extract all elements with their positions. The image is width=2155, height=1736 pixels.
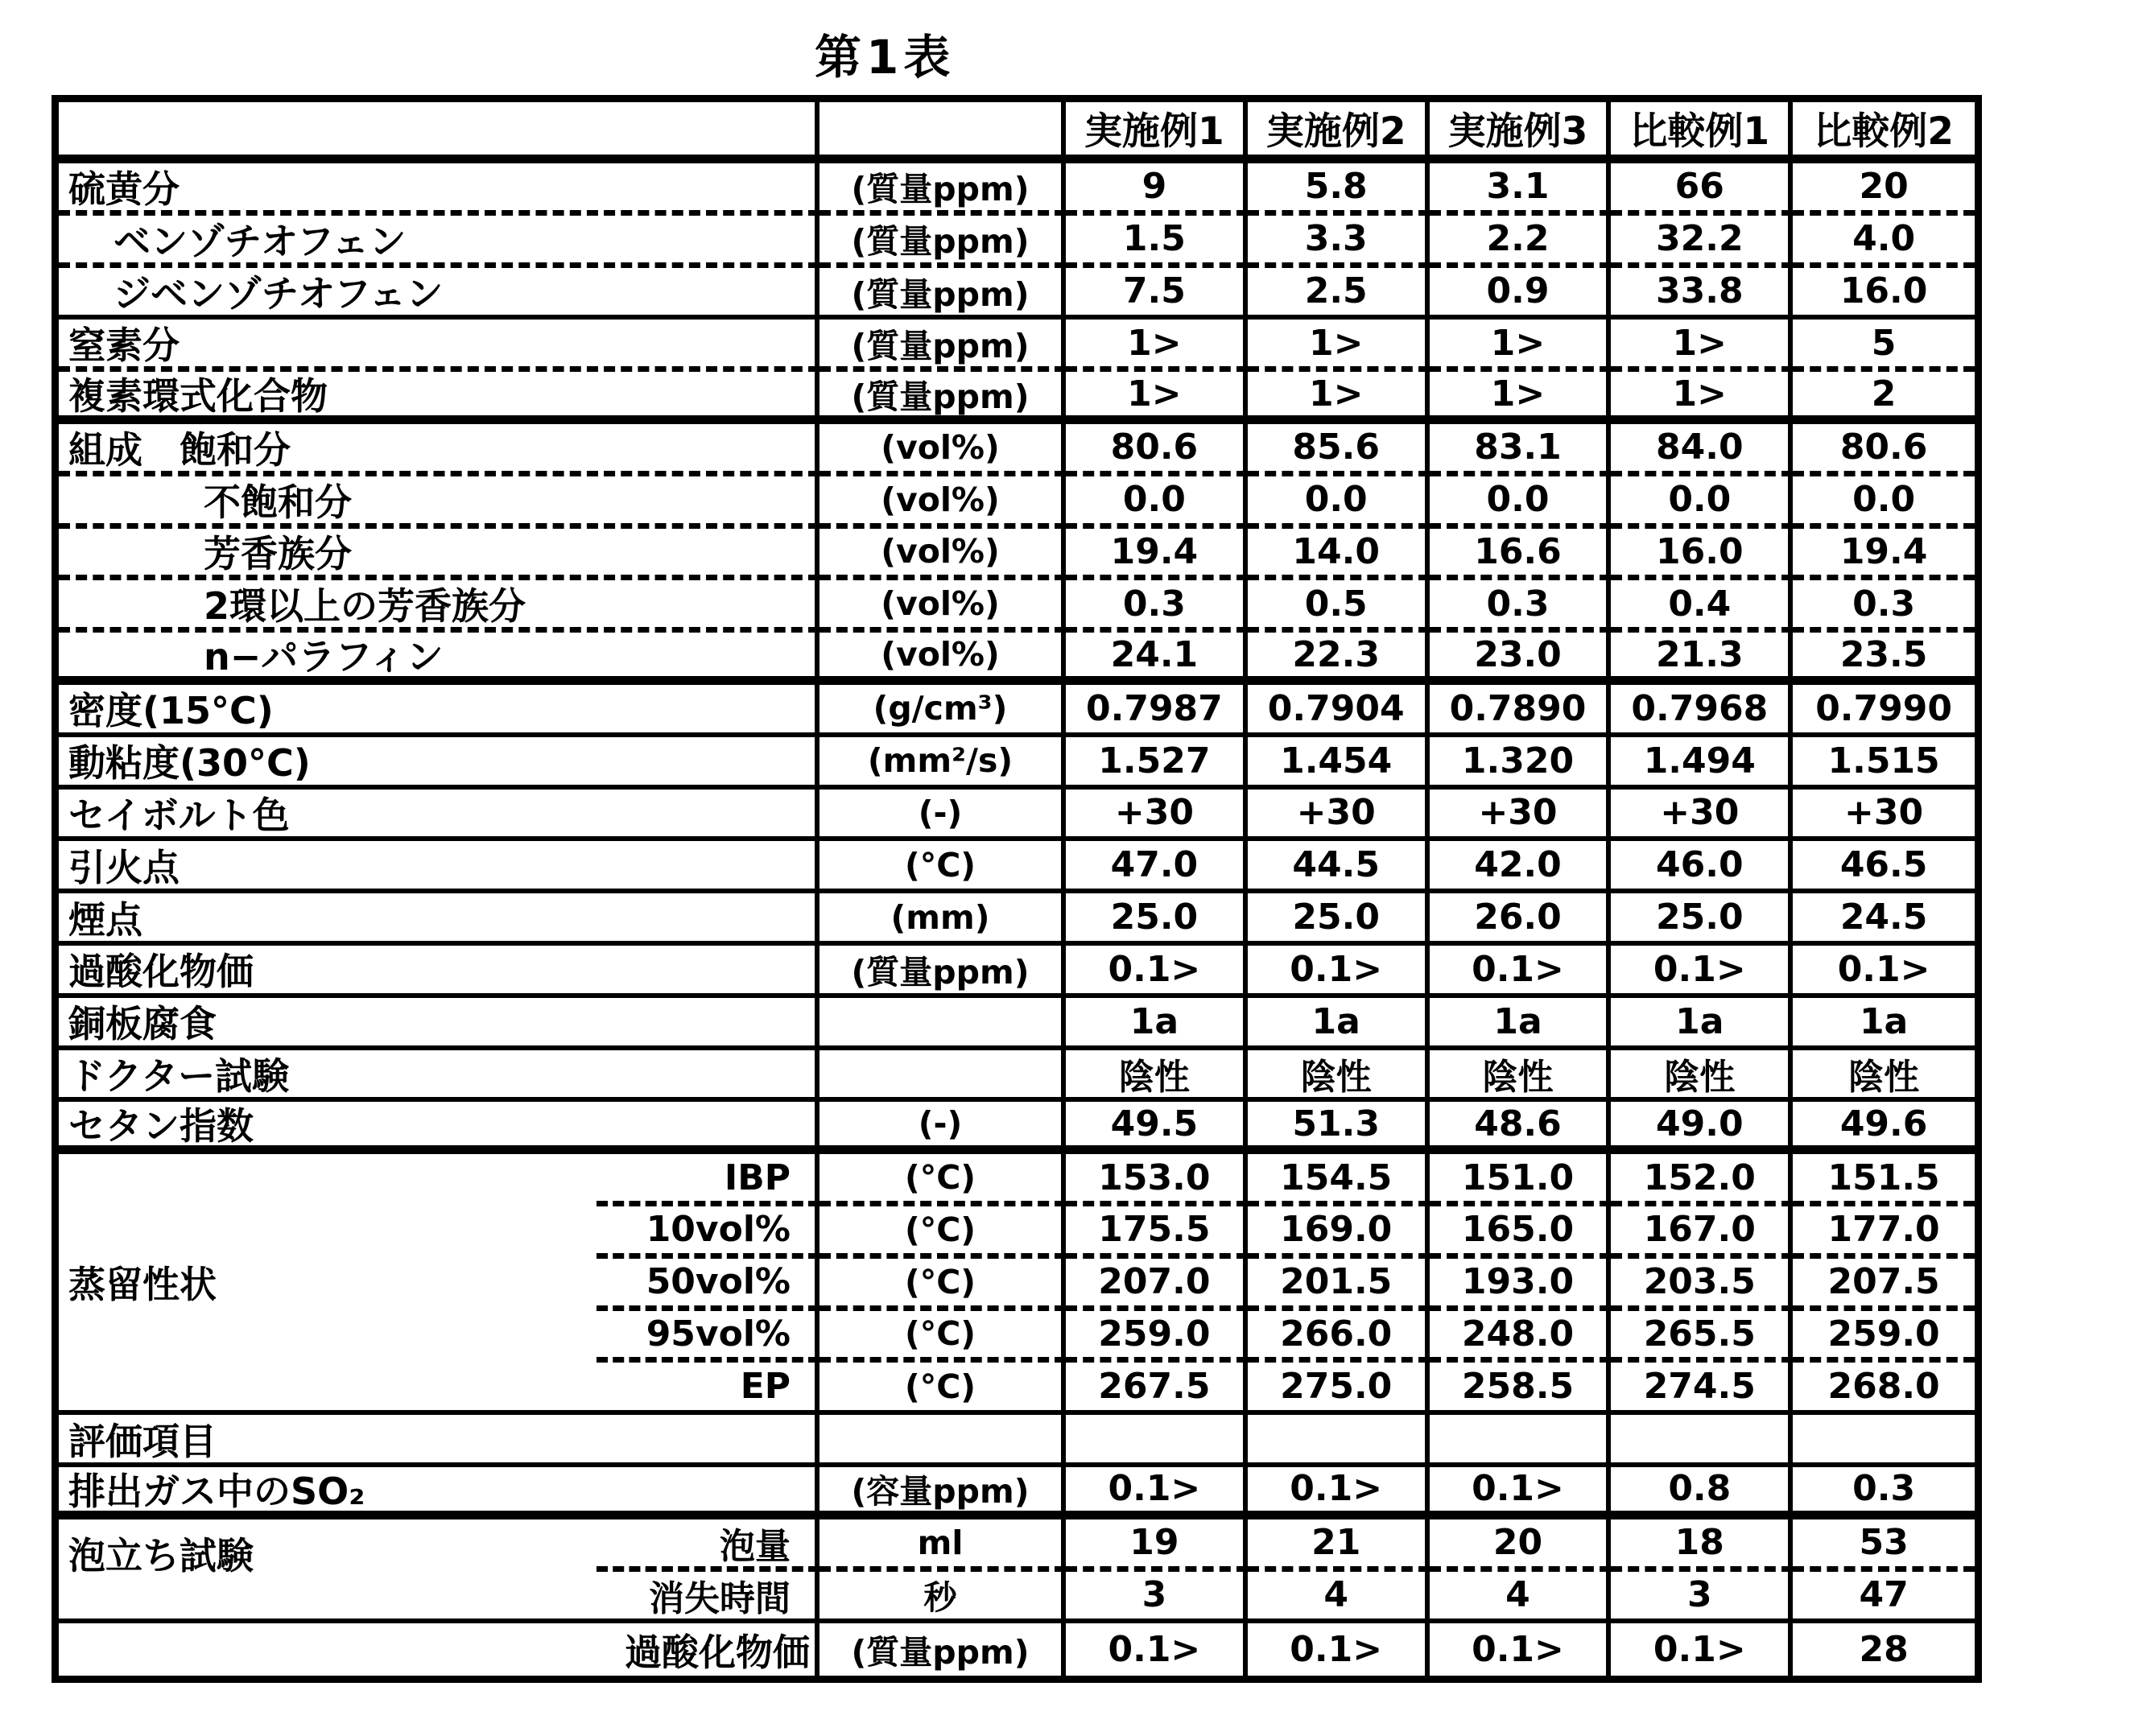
value-cell: 1.454: [1248, 737, 1430, 790]
value-cell: 0.0: [1430, 476, 1612, 529]
unit-cell: (vol%): [819, 633, 1066, 685]
value-cell: +30: [1793, 790, 1975, 842]
value-cell: 16.6: [1430, 529, 1612, 581]
value-cell: 84.0: [1611, 424, 1793, 476]
value-cell: 1a: [1793, 998, 1975, 1050]
value-cell: 0.1>: [1430, 1467, 1612, 1520]
unit-cell: (°C): [819, 1363, 1066, 1415]
row-label: 不飽和分: [59, 476, 819, 529]
value-cell: +30: [1066, 790, 1248, 842]
row-label: ドクター試験: [59, 1050, 819, 1103]
value-cell: 7.5: [1066, 268, 1248, 320]
value-cell: 0.1>: [1611, 946, 1793, 998]
unit-cell: (°C): [819, 1311, 1066, 1363]
column-header: 比較例2: [1793, 102, 1975, 163]
value-cell: 16.0: [1793, 268, 1975, 320]
value-cell: 3.3: [1248, 216, 1430, 268]
value-cell: 20: [1793, 163, 1975, 216]
value-cell: 153.0: [1066, 1154, 1248, 1206]
value-cell: +30: [1430, 790, 1612, 842]
value-cell: 1>: [1066, 320, 1248, 372]
row-label: 動粘度(30°C): [59, 737, 819, 790]
value-cell: 2: [1793, 372, 1975, 424]
value-cell: 47.0: [1066, 841, 1248, 893]
unit-cell: ml: [819, 1520, 1066, 1572]
value-cell: 48.6: [1430, 1102, 1612, 1154]
value-cell: 151.0: [1430, 1154, 1612, 1206]
value-cell: 1>: [1066, 372, 1248, 424]
row-group-label: 泡立ち試験: [59, 1520, 597, 1624]
value-cell: 0.0: [1793, 476, 1975, 529]
row-label: 複素環式化合物: [59, 372, 819, 424]
value-cell: 2.5: [1248, 268, 1430, 320]
value-cell: 1.515: [1793, 737, 1975, 790]
unit-cell: (°C): [819, 841, 1066, 893]
value-cell: 165.0: [1430, 1206, 1612, 1259]
value-cell: 14.0: [1248, 529, 1430, 581]
column-header: 実施例1: [1066, 102, 1248, 163]
value-cell: 47: [1793, 1572, 1975, 1624]
value-cell: 274.5: [1611, 1363, 1793, 1415]
value-cell: +30: [1611, 790, 1793, 842]
value-cell: 9: [1066, 163, 1248, 216]
value-cell: 1a: [1248, 998, 1430, 1050]
value-cell: 49.6: [1793, 1102, 1975, 1154]
value-cell: 24.5: [1793, 893, 1975, 946]
value-cell: 陰性: [1066, 1050, 1248, 1103]
value-cell: 1>: [1611, 320, 1793, 372]
value-cell: 19: [1066, 1520, 1248, 1572]
value-cell: 0.5: [1248, 580, 1430, 633]
value-cell: 0.1>: [1066, 946, 1248, 998]
unit-cell: (質量ppm): [819, 946, 1066, 998]
value-cell: 49.0: [1611, 1102, 1793, 1154]
unit-cell: (g/cm³): [819, 685, 1066, 737]
value-cell: 51.3: [1248, 1102, 1430, 1154]
value-cell: 0.0: [1248, 476, 1430, 529]
value-cell: 203.5: [1611, 1259, 1793, 1311]
value-cell: 0.1>: [1248, 1467, 1430, 1520]
value-cell: 201.5: [1248, 1259, 1430, 1311]
unit-cell: (vol%): [819, 424, 1066, 476]
row-label: 窒素分: [59, 320, 819, 372]
value-cell: 44.5: [1248, 841, 1430, 893]
column-header: 比較例1: [1611, 102, 1793, 163]
row-group-label: 蒸留性状: [59, 1154, 597, 1415]
value-cell: 0.7990: [1793, 685, 1975, 737]
value-cell: 23.0: [1430, 633, 1612, 685]
row-label: ジベンゾチオフェン: [59, 268, 819, 320]
value-cell: 0.1>: [1066, 1467, 1248, 1520]
unit-cell: (°C): [819, 1154, 1066, 1206]
value-cell: [1248, 1415, 1430, 1467]
unit-cell: [819, 998, 1066, 1050]
value-cell: 25.0: [1248, 893, 1430, 946]
row-label: 引火点: [59, 841, 819, 893]
row-label: 銅板腐食: [59, 998, 819, 1050]
value-cell: 0.7968: [1611, 685, 1793, 737]
value-cell: 207.0: [1066, 1259, 1248, 1311]
unit-cell: (質量ppm): [819, 320, 1066, 372]
value-cell: 20: [1430, 1520, 1612, 1572]
value-cell: 0.7904: [1248, 685, 1430, 737]
value-cell: 19.4: [1793, 529, 1975, 581]
value-cell: 23.5: [1793, 633, 1975, 685]
value-cell: 0.8: [1611, 1467, 1793, 1520]
row-label: 過酸化物価: [59, 1623, 819, 1676]
table-title: 第1表: [815, 30, 956, 85]
value-cell: 207.5: [1793, 1259, 1975, 1311]
header-label-spacer: [59, 102, 819, 163]
value-cell: [1430, 1415, 1612, 1467]
value-cell: 0.1>: [1248, 946, 1430, 998]
value-cell: 1>: [1611, 372, 1793, 424]
header-unit-spacer: [819, 102, 1066, 163]
value-cell: 3: [1611, 1572, 1793, 1624]
value-cell: 28: [1859, 1629, 1909, 1671]
value-cell: 18: [1611, 1520, 1793, 1572]
value-cell: 42.0: [1430, 841, 1612, 893]
value-cell: 258.5: [1430, 1363, 1612, 1415]
value-cell: 80.6: [1793, 424, 1975, 476]
row-sublabel: 50vol%: [597, 1259, 819, 1311]
unit-cell: (-): [819, 1102, 1066, 1154]
value-cell: 陰性: [1248, 1050, 1430, 1103]
value-cell: 167.0: [1611, 1206, 1793, 1259]
unit-cell: (質量ppm): [819, 216, 1066, 268]
unit-cell: [819, 1415, 1066, 1467]
value-cell: 0.1>: [1430, 946, 1612, 998]
value-cell: 4: [1248, 1572, 1430, 1624]
unit-cell: (質量ppm): [819, 163, 1066, 216]
value-cell: 26.0: [1430, 893, 1612, 946]
value-cell: 陰性: [1793, 1050, 1975, 1103]
value-cell: 16.0: [1611, 529, 1793, 581]
unit-cell: (-): [819, 790, 1066, 842]
value-cell: 66: [1611, 163, 1793, 216]
value-cell: [1793, 1415, 1975, 1467]
value-cell: 0.3: [1793, 1467, 1975, 1520]
unit-cell: [819, 1050, 1066, 1103]
value-cell: 1a: [1066, 998, 1248, 1050]
value-cell: 154.5: [1248, 1154, 1430, 1206]
row-label: 組成 飽和分: [59, 424, 819, 476]
row-label: ベンゾチオフェン: [59, 216, 819, 268]
value-cell: 0.3: [1793, 580, 1975, 633]
value-cell: 24.1: [1066, 633, 1248, 685]
unit-cell: (容量ppm): [819, 1467, 1066, 1520]
unit-cell: 秒: [819, 1572, 1066, 1624]
unit-cell: (°C): [819, 1259, 1066, 1311]
row-label: 芳香族分: [59, 529, 819, 581]
value-cell: 4.0: [1793, 216, 1975, 268]
row-sublabel: IBP: [597, 1154, 819, 1206]
value-cell: 1.320: [1430, 737, 1612, 790]
value-cell: 0.7987: [1066, 685, 1248, 737]
value-cell: 33.8: [1611, 268, 1793, 320]
value-cell: 陰性: [1430, 1050, 1612, 1103]
value-cell: 193.0: [1430, 1259, 1612, 1311]
value-cell: 177.0: [1793, 1206, 1975, 1259]
value-cell: 83.1: [1430, 424, 1612, 476]
value-cell: 21: [1248, 1520, 1430, 1572]
value-cell: 268.0: [1793, 1363, 1975, 1415]
unit-cell: (°C): [819, 1206, 1066, 1259]
unit-cell: (質量ppm): [819, 268, 1066, 320]
value-cell: 32.2: [1611, 216, 1793, 268]
value-cell: 80.6: [1066, 424, 1248, 476]
row-sublabel: 95vol%: [597, 1311, 819, 1363]
row-label: セタン指数: [59, 1102, 819, 1154]
value-cell: 3: [1066, 1572, 1248, 1624]
value-cell: 1a: [1430, 998, 1612, 1050]
value-cell: 175.5: [1066, 1206, 1248, 1259]
row-label: 排出ガス中のSO₂: [59, 1467, 819, 1520]
row-label: 評価項目: [59, 1415, 819, 1467]
value-cell: 1.494: [1611, 737, 1793, 790]
value-cell: 0.0: [1066, 476, 1248, 529]
value-cell: 1>: [1248, 320, 1430, 372]
value-cell: +30: [1248, 790, 1430, 842]
unit-cell: (vol%): [819, 529, 1066, 581]
value-cell: 陰性: [1611, 1050, 1793, 1103]
unit-cell: (vol%): [819, 580, 1066, 633]
value-cell: 25.0: [1611, 893, 1793, 946]
row-sublabel: 消失時間: [597, 1572, 819, 1624]
value-cell: 1.527: [1066, 737, 1248, 790]
value-cell: 0.1>: [1611, 1623, 1793, 1676]
value-cell: 5: [1793, 320, 1975, 372]
value-cell: 248.0: [1430, 1311, 1612, 1363]
value-cell: 259.0: [1793, 1311, 1975, 1363]
value-cell: 53: [1793, 1520, 1975, 1572]
value-cell: 49.5: [1066, 1102, 1248, 1154]
row-label: 2環以上の芳香族分: [59, 580, 819, 633]
value-cell: 3.1: [1430, 163, 1612, 216]
value-cell: 265.5: [1611, 1311, 1793, 1363]
value-cell: 0.9: [1430, 268, 1612, 320]
value-cell: 0.1>: [1793, 946, 1975, 998]
row-label: 煙点: [59, 893, 819, 946]
unit-cell: (質量ppm): [819, 1623, 1066, 1676]
value-cell: 259.0: [1066, 1311, 1248, 1363]
value-cell: 0.1>: [1066, 1623, 1248, 1676]
value-cell: [1066, 1415, 1248, 1467]
value-cell: 46.5: [1793, 841, 1975, 893]
value-cell: [1611, 1415, 1793, 1467]
column-header: 実施例2: [1248, 102, 1430, 163]
row-label: 過酸化物価: [59, 946, 819, 998]
value-cell: 85.6: [1248, 424, 1430, 476]
value-cell: 1>: [1248, 372, 1430, 424]
row-sublabel: 10vol%: [597, 1206, 819, 1259]
row-label: 密度(15°C): [59, 685, 819, 737]
value-cell: 1a: [1611, 998, 1793, 1050]
value-cell: 0.3: [1066, 580, 1248, 633]
value-cell: 151.5: [1793, 1154, 1975, 1206]
value-cell: 22.3: [1248, 633, 1430, 685]
unit-cell: (質量ppm): [819, 372, 1066, 424]
value-cell: 0.7890: [1430, 685, 1612, 737]
value-cell: 0.3: [1430, 580, 1612, 633]
value-cell: 5.8: [1248, 163, 1430, 216]
value-cell: 25.0: [1066, 893, 1248, 946]
row-label: n−パラフィン: [59, 633, 819, 685]
unit-cell: (vol%): [819, 476, 1066, 529]
row-label: 硫黄分: [59, 163, 819, 216]
value-cell: 169.0: [1248, 1206, 1430, 1259]
value-cell: 1.5: [1066, 216, 1248, 268]
value-cell: 21.3: [1611, 633, 1793, 685]
value-cell: 152.0: [1611, 1154, 1793, 1206]
unit-cell: (mm): [819, 893, 1066, 946]
value-cell: 266.0: [1248, 1311, 1430, 1363]
value-cell: 0.4: [1611, 580, 1793, 633]
value-cell: 267.5: [1066, 1363, 1248, 1415]
row-sublabel: EP: [597, 1363, 819, 1415]
value-cell: 2.2: [1430, 216, 1612, 268]
row-label: セイボルト色: [59, 790, 819, 842]
unit-cell: (mm²/s): [819, 737, 1066, 790]
value-cell: 0.0: [1611, 476, 1793, 529]
value-cell: 19.4: [1066, 529, 1248, 581]
value-cell: 4: [1430, 1572, 1612, 1624]
column-header: 実施例3: [1430, 102, 1612, 163]
data-table: [52, 95, 1982, 1683]
value-cell: 0.1>: [1248, 1623, 1430, 1676]
value-cell: 1>: [1430, 320, 1612, 372]
value-cell: 46.0: [1611, 841, 1793, 893]
value-cell: 0.1>: [1430, 1623, 1612, 1676]
value-cell: 1>: [1430, 372, 1612, 424]
value-cell: 275.0: [1248, 1363, 1430, 1415]
row-sublabel: 泡量: [597, 1520, 819, 1572]
